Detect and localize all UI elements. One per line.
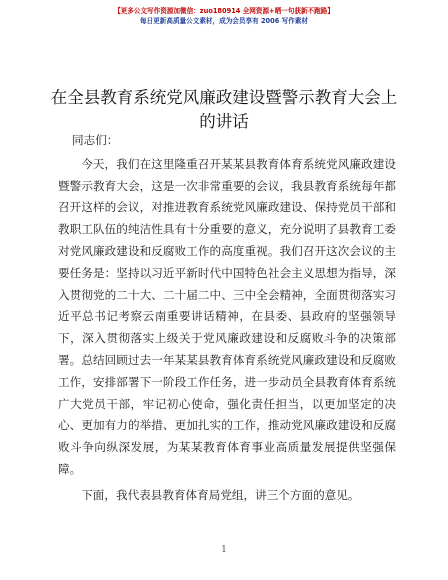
page-number: 1: [221, 545, 227, 555]
promo-banner: [0, 6, 448, 26]
document-title: 在全县教育系统党风廉政建设暨警示教育大会上的讲话: [50, 88, 398, 131]
promo-banner-line-2: 每日更新高质量公文素材，成为会员享有 2006 写作素材: [139, 17, 308, 25]
body-paragraph-1: 今天，我们在这里隆重召开某某县教育体育系统党风廉政建设暨警示教育大会，这是一次非常重要的会议，我县教育系统每年都召开这样的会议，对推进教育系统党风廉政建设、保持党员干部和教职工队伍的纯洁性具有十分重要的意义，充分说明了县教育工委对党风廉政建设和反腐败工作的高度重视。我们召开这次会议的主要任务是：坚持以习近平新时代中国特色社会主义思想为指导，深入贯彻党的二十大、二十届二中、三中全会精神，全面贯彻落实习近平总书记考察云南重要讲话精神，在县委、县政府的坚强领导下，深入贯彻落实上级关于党风廉政建设和反腐败斗争的决策部署。总结回顾过去一年某某县教育体育系统党风廉政建设和反腐败工作，安排部署下一阶段工作任务，进一步动员全县教育体育系统广大党员干部，牢记初心使命，强化责任担当，以更加坚定的决心、更加有力的举措、更加扎实的工作，推动党风廉政建设和反腐败斗争向纵深发展，为某某教育体育事业高质量发展提供坚强保障。: [58, 156, 396, 476]
document-body: [58, 130, 396, 507]
salutation: 同志们：: [72, 133, 119, 147]
body-paragraph-2: 下面，我代表县教育体育局党组，讲三个方面的意见。: [81, 487, 360, 502]
promo-banner-line-1: 【更多公文写作资源加微信：zuo180914 全网资源+晒一句获新不跑路】: [114, 7, 334, 15]
